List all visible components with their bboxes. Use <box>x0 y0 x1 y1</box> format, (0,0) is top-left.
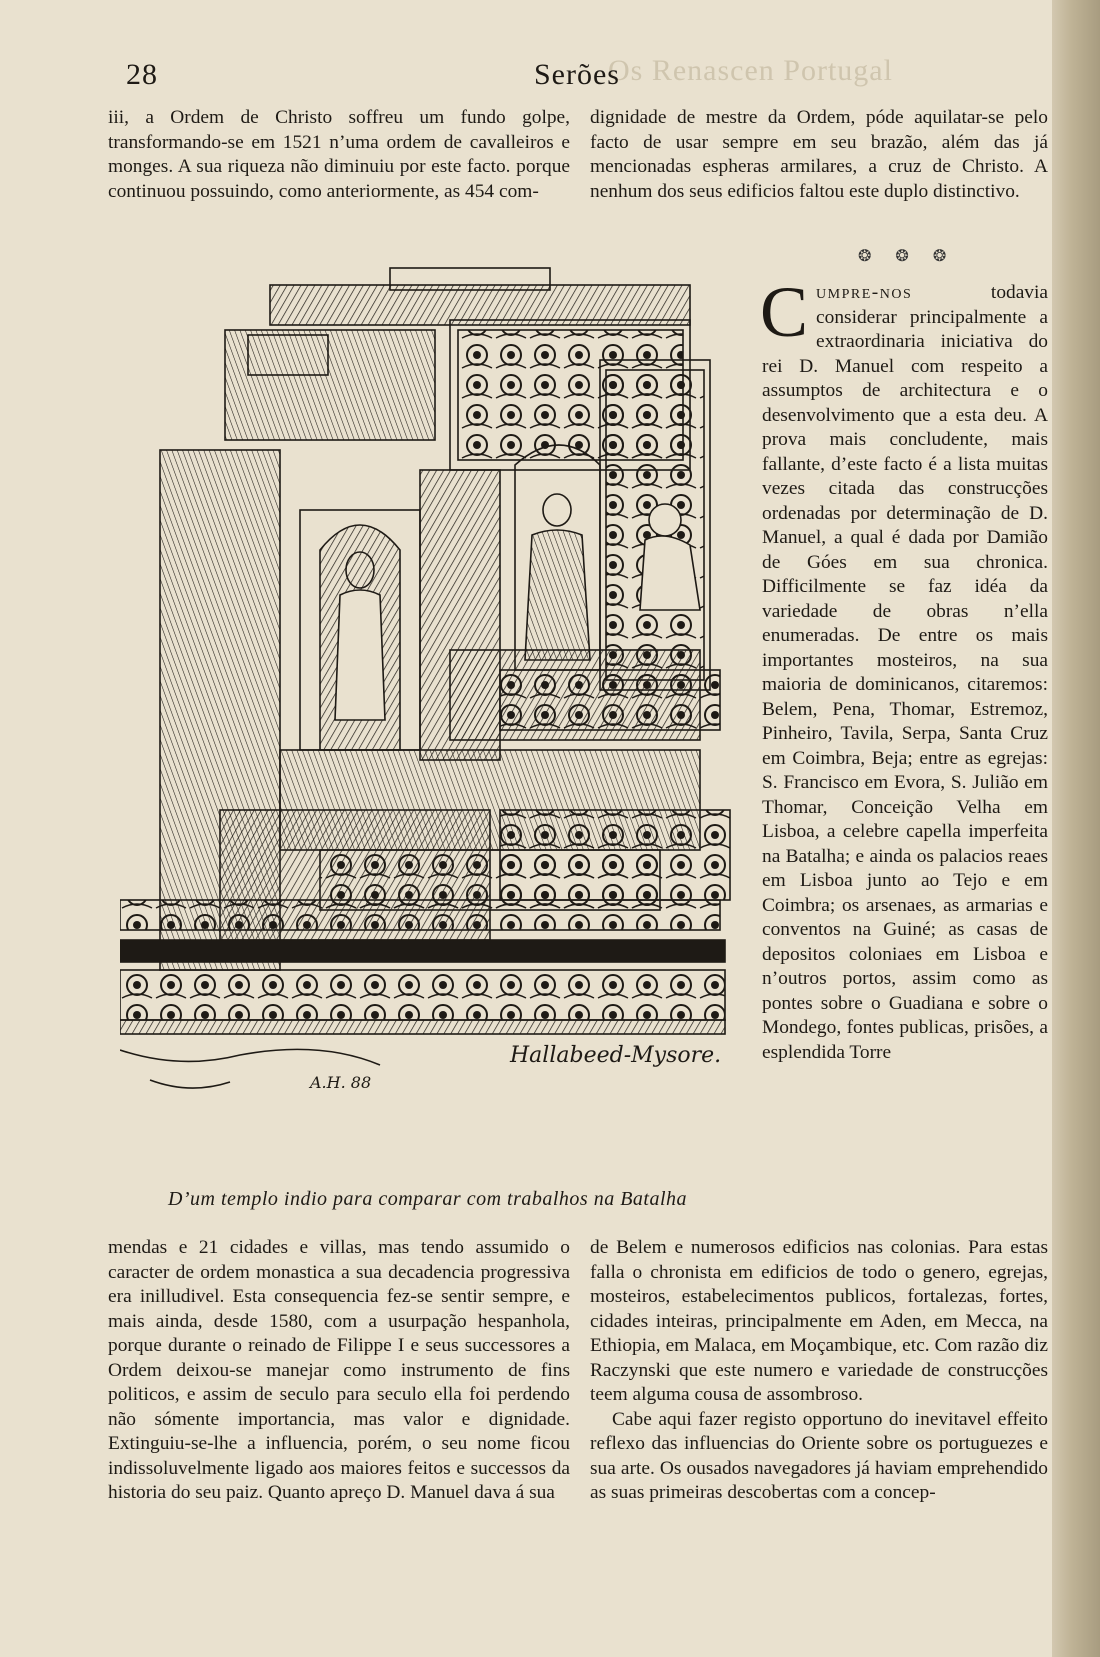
bleed-through-title: Os Renascen Portugal <box>608 54 893 87</box>
page-edge <box>1052 0 1100 1657</box>
paragraph: mendas e 21 cidades e villas, mas tendo assumido o caracter de ordem monastica a sua decadencia progressiva era inilludivel. Esta consequencia fez-se sentir sempre, e mais ainda, desde 1580, com a usurpação hespanhola, porque durante o reinado de Filippe I e seus successores a Ordem deixou-se manejar como instrumento de fins politicos, e assim de seculo para seculo ella foi perdendo não sómente importancia, mas valor e dignidade. Extinguiu-se-lhe a influencia, porém, o seu nome ficou indissoluvelmente ligado aos maiores feitos e successos da historia do seu paiz. Quanto apreço D. Manuel dava á sua <box>108 1237 570 1503</box>
left-column-top <box>108 106 570 204</box>
right-column-mid <box>760 272 1048 1065</box>
illustration-signature: Hallabeed-Mysore. <box>510 1043 722 1068</box>
drop-cap: C <box>760 272 809 352</box>
illustration-monogram: A.H. 88 <box>310 1073 372 1092</box>
right-column-top <box>590 106 1048 204</box>
figure-caption: D’um templo indio para comparar com trabalhos na Batalha <box>167 1188 688 1210</box>
section-ornaments: ❂ ❂ ❂ <box>858 248 957 265</box>
paragraph: iii, a Ordem de Christo soffreu um fundo golpe, transformando-se em 1521 n’uma ordem de cavalleiros e monges. A sua riqueza não diminuiu por este facto. porque continuou possuindo, como anteriormente, as 454 com- <box>108 107 570 202</box>
paragraph: dignidade de mestre da Ordem, póde aquilatar-se pelo facto de usar sempre em seu brazão, além das já mencionadas espheras armilares, a cruz de Christo. A nenhum dos seus edificios faltou este duplo distinctivo. <box>590 107 1048 202</box>
temple-illustration <box>120 250 735 1185</box>
paragraph: de Belem e numerosos edificios nas colonias. Para estas falla o chronista em edificios de todo o genero, egrejas, mosteiros, estabelecimentos publicos, fortalezas, fortes, cidades inteiras, principalmente em Aden, em Mecca, na Ethiopia, em Malaca, em Moçambique, etc. Com razão diz Raczynski que este numero e variedade de construcções teem alguma cousa de assombroso. <box>590 1237 1048 1405</box>
running-title: Serões <box>534 58 620 91</box>
dropcap-paragraph <box>760 272 1048 1065</box>
right-column-bottom <box>590 1236 1048 1506</box>
page-number: 28 <box>126 58 158 91</box>
page-header <box>108 54 1046 98</box>
paragraph-text: todavia considerar principalmente a extraordinaria iniciativa do rei D. Manuel com respeito a assumptos de architectura e o desenvolvimento que a esta deu. A prova mais concludente, mais fallante, d’este facto é a lista muitas vezes citada das construcções ordenadas por determinação de D. Manuel, a qual é dada por Damião de Góes em sua chronica. Difficilmente se faz idéa da variedade de obras n’ella enumeradas. De entre os mais importantes mosteiros, na sua maioria de dominicanos, citaremos: Belem, Pena, Thomar, Estremoz, Pinheiro, Tavila, Serpa, Santa Cruz em Coimbra, Beja; entre as egrejas: S. Francisco em Evora, S. Julião em Thomar, Conceição Velha em Lisboa, a celebre capella imperfeita na Batalha; e ainda os palacios reaes em Lisboa junto ao Tejo e em Coimbra; os arsenaes, as armarias e conventos na Guiné; as casas de depositos coloniaes em Lisboa e n’outros portos, assim como as pontes sobre o Guadiana e sobre o Mondego, fontes publicas, prisões, a esplendida Torre <box>762 282 1048 1063</box>
left-column-bottom <box>108 1236 570 1506</box>
paragraph: Cabe aqui fazer registo opportuno do inevitavel effeito reflexo das influencias do Oriente sobre os portuguezes e sua arte. Os ousados navegadores já haviam emprehendido as suas primeiras descobertas com a concep- <box>590 1408 1048 1503</box>
smallcaps-lead: umpre-nos <box>816 282 913 303</box>
